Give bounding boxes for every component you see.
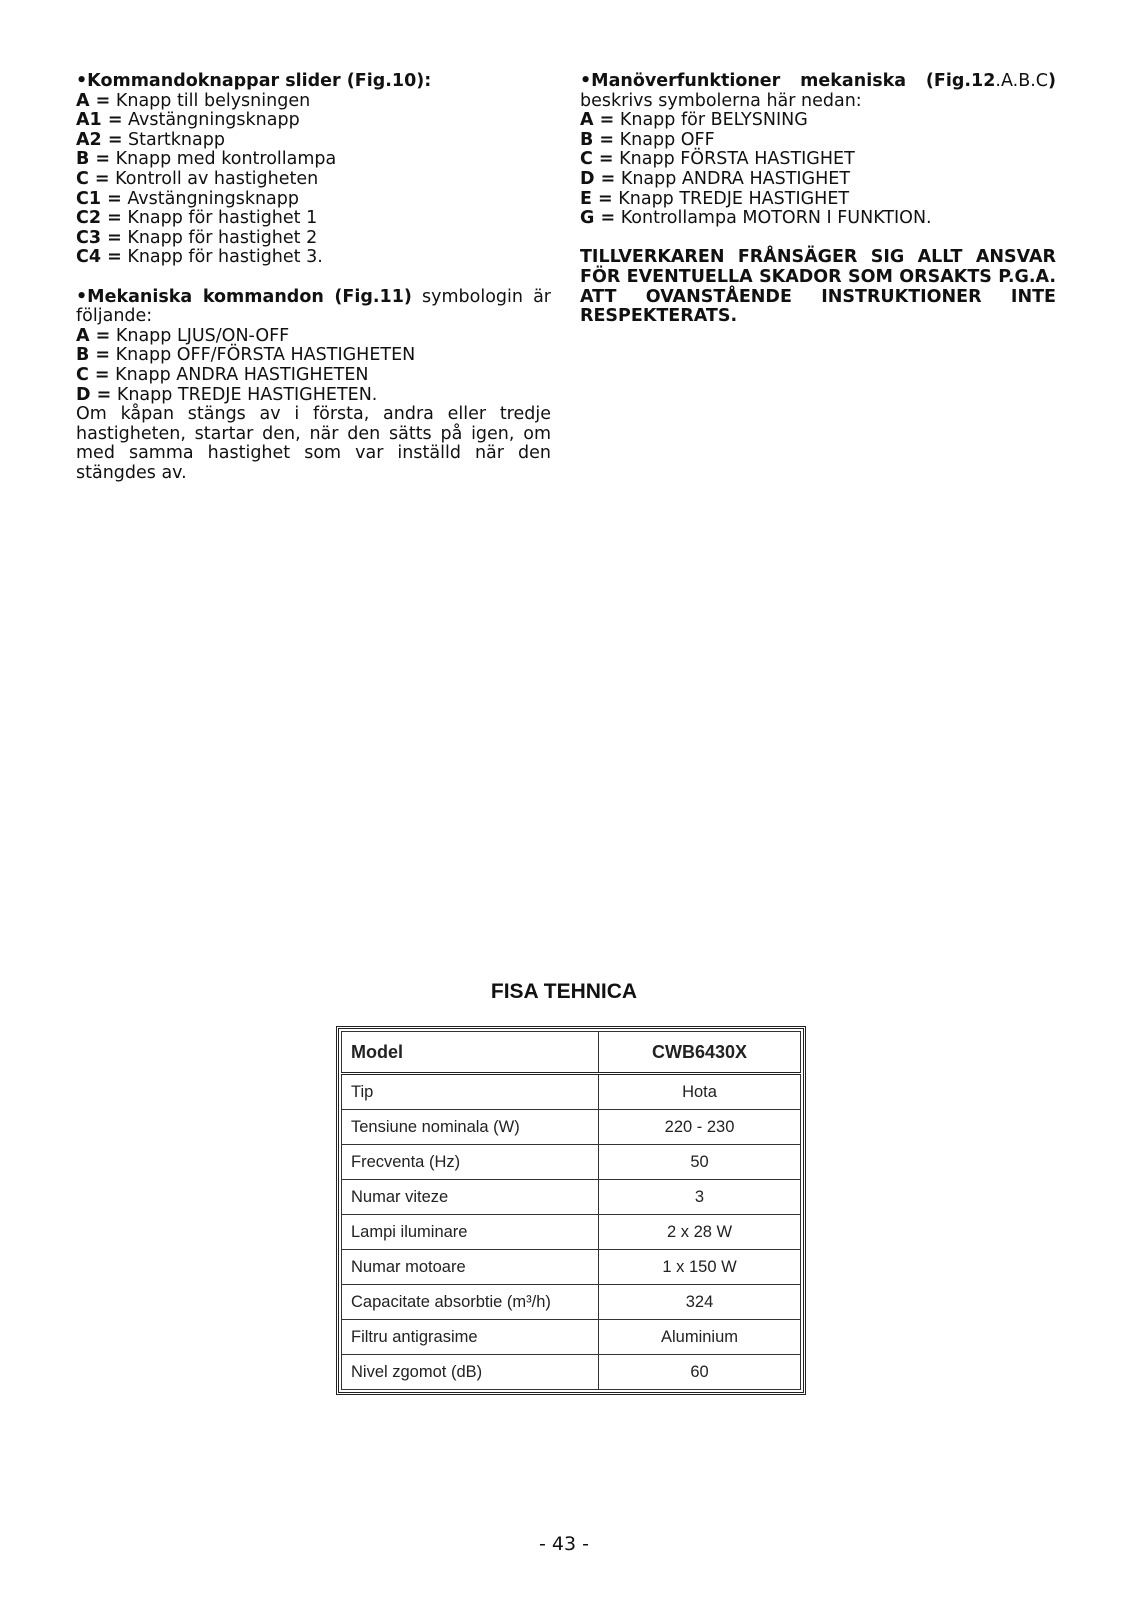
row-label: Filtru antigrasime: [342, 1320, 599, 1355]
right-column: [580, 72, 1056, 327]
slider-list: [76, 92, 551, 268]
page-number: - 43 -: [539, 1533, 589, 1555]
list-item: A2 = Startknapp: [76, 129, 225, 150]
slider-heading: •Kommandoknappar slider (Fig.10):: [76, 71, 432, 91]
list-item: A = Knapp LJUS/ON-OFF: [76, 325, 290, 346]
list-item: D = Knapp TREDJE HASTIGHETEN.: [76, 384, 378, 405]
row-label: Numar motoare: [342, 1250, 599, 1285]
list-item: E = Knapp TREDJE HASTIGHET: [580, 188, 850, 209]
mech-heading: •Mekaniska kommandon (Fig.11) symbologin är följande:: [76, 286, 551, 327]
table-row: [342, 1180, 801, 1215]
row-value: Hota: [599, 1074, 801, 1110]
spec-table: [341, 1031, 801, 1390]
spec-table-frame: [336, 1026, 806, 1395]
functions-list: [580, 111, 1056, 229]
table-row: [342, 1355, 801, 1390]
row-value: 60: [599, 1355, 801, 1390]
spacer: [580, 229, 1056, 249]
header-value: CWB6430X: [599, 1032, 801, 1074]
spec-title: FISA TEHNICA: [490, 980, 638, 1003]
list-item: A = Knapp för BELYSNING: [580, 110, 808, 131]
list-item: C4 = Knapp för hastighet 3.: [76, 247, 323, 268]
row-label: Frecventa (Hz): [342, 1145, 599, 1180]
table-row: [342, 1074, 801, 1110]
list-item: B = Knapp OFF: [580, 129, 715, 150]
row-label: Tip: [342, 1074, 599, 1110]
table-row: [342, 1285, 801, 1320]
table-row: [342, 1320, 801, 1355]
row-value: 3: [599, 1180, 801, 1215]
list-item: B = Knapp OFF/FÖRSTA HASTIGHETEN: [76, 345, 416, 366]
mech-note: Om kåpan stängs av i första, andra eller tredje hastigheten, startar den, när den sätts på igen, om med samma hastighet som var inställd när den stängdes av.: [76, 404, 551, 483]
list-item: B = Knapp med kontrollampa: [76, 149, 337, 170]
row-label: Numar viteze: [342, 1180, 599, 1215]
table-row: [342, 1145, 801, 1180]
row-value: 220 - 230: [599, 1110, 801, 1145]
list-item: C = Knapp ANDRA HASTIGHETEN: [76, 364, 369, 385]
row-value: 324: [599, 1285, 801, 1320]
row-label: Tensiune nominala (W): [342, 1110, 599, 1145]
liability-warning: TILLVERKAREN FRÅNSÄGER SIG ALLT ANSVAR FÖR EVENTUELLA SKADOR SOM ORSAKTS P.G.A. ATT OVANSTÅENDE INSTRUKTIONER INTE RESPEKTERATS.: [580, 247, 1056, 327]
list-item: C = Kontroll av hastigheten: [76, 168, 319, 189]
row-label: Lampi iluminare: [342, 1215, 599, 1250]
list-item: A = Knapp till belysningen: [76, 90, 311, 111]
list-item: C1 = Avstängningsknapp: [76, 188, 299, 209]
list-item: D = Knapp ANDRA HASTIGHET: [580, 168, 851, 189]
list-item: C3 = Knapp för hastighet 2: [76, 227, 318, 248]
row-label: Nivel zgomot (dB): [342, 1355, 599, 1390]
table-header-row: [342, 1032, 801, 1074]
row-value: Aluminium: [599, 1320, 801, 1355]
row-value: 2 x 28 W: [599, 1215, 801, 1250]
row-label: Capacitate absorbtie (m³/h): [342, 1285, 599, 1320]
row-value: 50: [599, 1145, 801, 1180]
table-row: [342, 1110, 801, 1145]
left-column: [76, 72, 551, 483]
list-item: C = Knapp FÖRSTA HASTIGHET: [580, 149, 855, 170]
table-row: [342, 1215, 801, 1250]
mech-list: [76, 327, 551, 405]
list-item: G = Kontrollampa MOTORN I FUNKTION.: [580, 208, 932, 229]
list-item: A1 = Avstängningsknapp: [76, 110, 300, 131]
header-label: Model: [342, 1032, 599, 1074]
table-row: [342, 1250, 801, 1285]
list-item: C2 = Knapp för hastighet 1: [76, 208, 318, 229]
spacer: [76, 268, 551, 288]
row-value: 1 x 150 W: [599, 1250, 801, 1285]
functions-heading: •Manöverfunktioner mekaniska (Fig.12.A.B.C) beskrivs symbolerna här nedan:: [580, 71, 1056, 111]
